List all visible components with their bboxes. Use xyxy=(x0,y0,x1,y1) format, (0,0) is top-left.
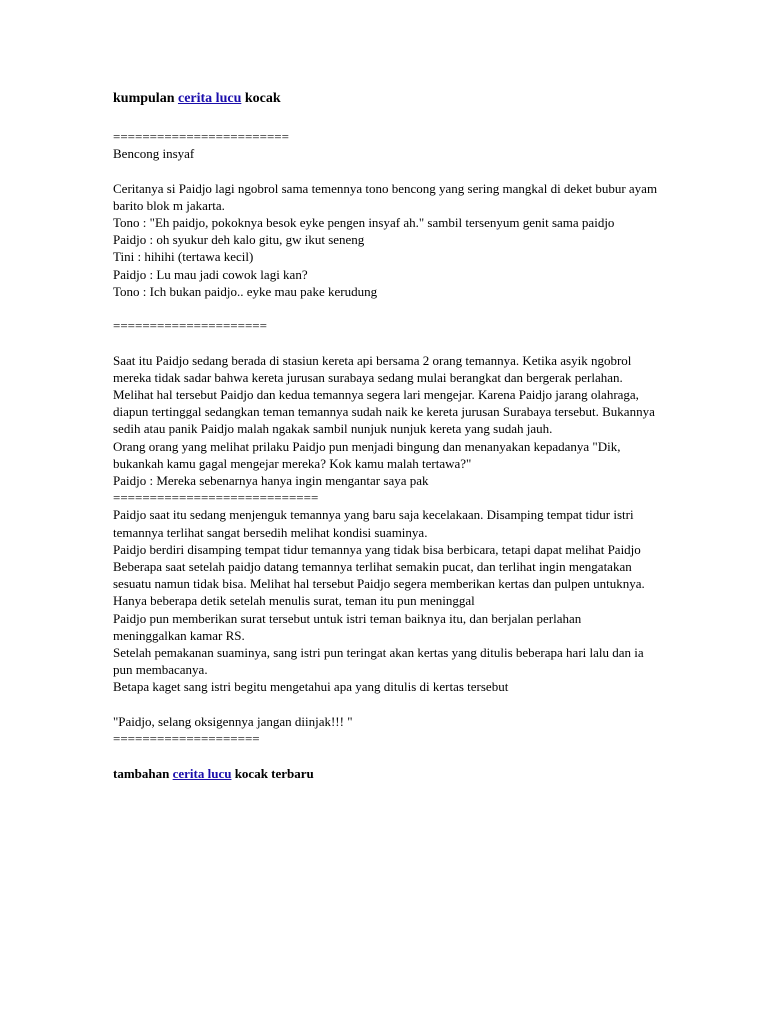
document-content xyxy=(113,90,658,796)
story-line: Paidjo saat itu sedang menjenguk temannya yang baru saja kecelakaan. Disamping tempat tidur istri temannya terlihat sangat bersedih melihat kondisi suaminya. xyxy=(113,507,634,540)
spacer xyxy=(113,334,658,351)
footer-heading xyxy=(113,765,658,783)
spacer xyxy=(113,162,658,179)
story-line: Betapa kaget sang istri begitu mengetahui apa yang ditulis di kertas tersebut xyxy=(113,679,509,695)
story-line: Paidjo : oh syukur deh kalo gitu, gw ikut seneng xyxy=(113,232,365,248)
separator: ==================== xyxy=(113,731,260,747)
title-link[interactable]: cerita lucu xyxy=(177,91,242,106)
punchline: "Paidjo, selang oksigennya jangan diinjak!!! " xyxy=(113,713,353,729)
story-line: Paidjo berdiri disamping tempat tidur temannya yang tidak bisa berbicara, tetapi dapat melihat Paidjo xyxy=(113,541,641,557)
spacer xyxy=(113,696,658,713)
title-suffix: kocak xyxy=(244,91,281,106)
footer-prefix: tambahan xyxy=(113,766,170,782)
story-line: Setelah pemakanan suaminya, sang istri pun teringat akan kertas yang ditulis beberapa hari lalu dan ia pun membacanya. xyxy=(113,645,644,678)
story-line: Tono : Ich bukan paidjo.. eyke mau pake kerudung xyxy=(113,283,378,299)
footer-link[interactable]: cerita lucu xyxy=(172,766,232,782)
story-line: Tono : "Eh paidjo, pokoknya besok eyke pengen insyaf ah." sambil tersenyum genit sama paidjo xyxy=(113,215,615,230)
story-line: Tini : hihihi (tertawa kecil) xyxy=(113,249,254,265)
story-line: Paidjo : Mereka sebenarnya hanya ingin mengantar saya pak xyxy=(113,473,429,489)
separator: ============================ xyxy=(113,490,319,506)
story-line: Orang orang yang melihat prilaku Paidjo pun menjadi bingung dan menanyakan kepadanya "Dik, bukankah kamu gagal mengejar mereka? Kok kamu malah tertawa?" xyxy=(113,438,621,471)
page-title xyxy=(113,90,658,108)
story-line: Ceritanya si Paidjo lagi ngobrol sama temennya tono bencong yang sering mangkal di deket bubur ayam barito blok m jakarta. xyxy=(113,180,658,213)
story-title: Bencong insyaf xyxy=(113,146,195,162)
footer-suffix: kocak terbaru xyxy=(234,766,314,782)
title-prefix: kumpulan xyxy=(113,91,175,106)
story-line: Saat itu Paidjo sedang berada di stasiun kereta api bersama 2 orang temannya. Ketika asyik ngobrol mereka tidak sadar bahwa kereta jurusan surabaya sedang mulai berangkat dan bergerak perlahan. Melihat hal tersebut Paidjo dan kedua temannya segera lari mengejar. Karena Paidjo jarang olahraga, diapun tertinggal sedangkan teman temannya sudah naik ke kereta jurusan Surabaya tersebut. Bukannya sedih atau panik Paidjo malah ngakak sambil nunjuk nunjuk kereta yang sudah jauh. xyxy=(113,352,655,437)
story-line: Beberapa saat setelah paidjo datang temannya terlihat semakin pucat, dan terlihat ingin mengatakan sesuatu namun tidak bisa. Melihat hal tersebut Paidjo segera memberikan kertas dan pulpen untuknya. xyxy=(113,559,645,592)
spacer xyxy=(113,300,658,317)
story-line: Paidjo pun memberikan surat tersebut untuk istri teman baiknya itu, dan berjalan perlahan meninggalkan kamar RS. xyxy=(113,610,582,643)
story-line: Hanya beberapa detik setelah menulis surat, teman itu pun meninggal xyxy=(113,593,475,609)
separator: ===================== xyxy=(113,318,267,334)
story-line: Paidjo : Lu mau jadi cowok lagi kan? xyxy=(113,266,308,282)
separator: ======================== xyxy=(113,129,289,144)
